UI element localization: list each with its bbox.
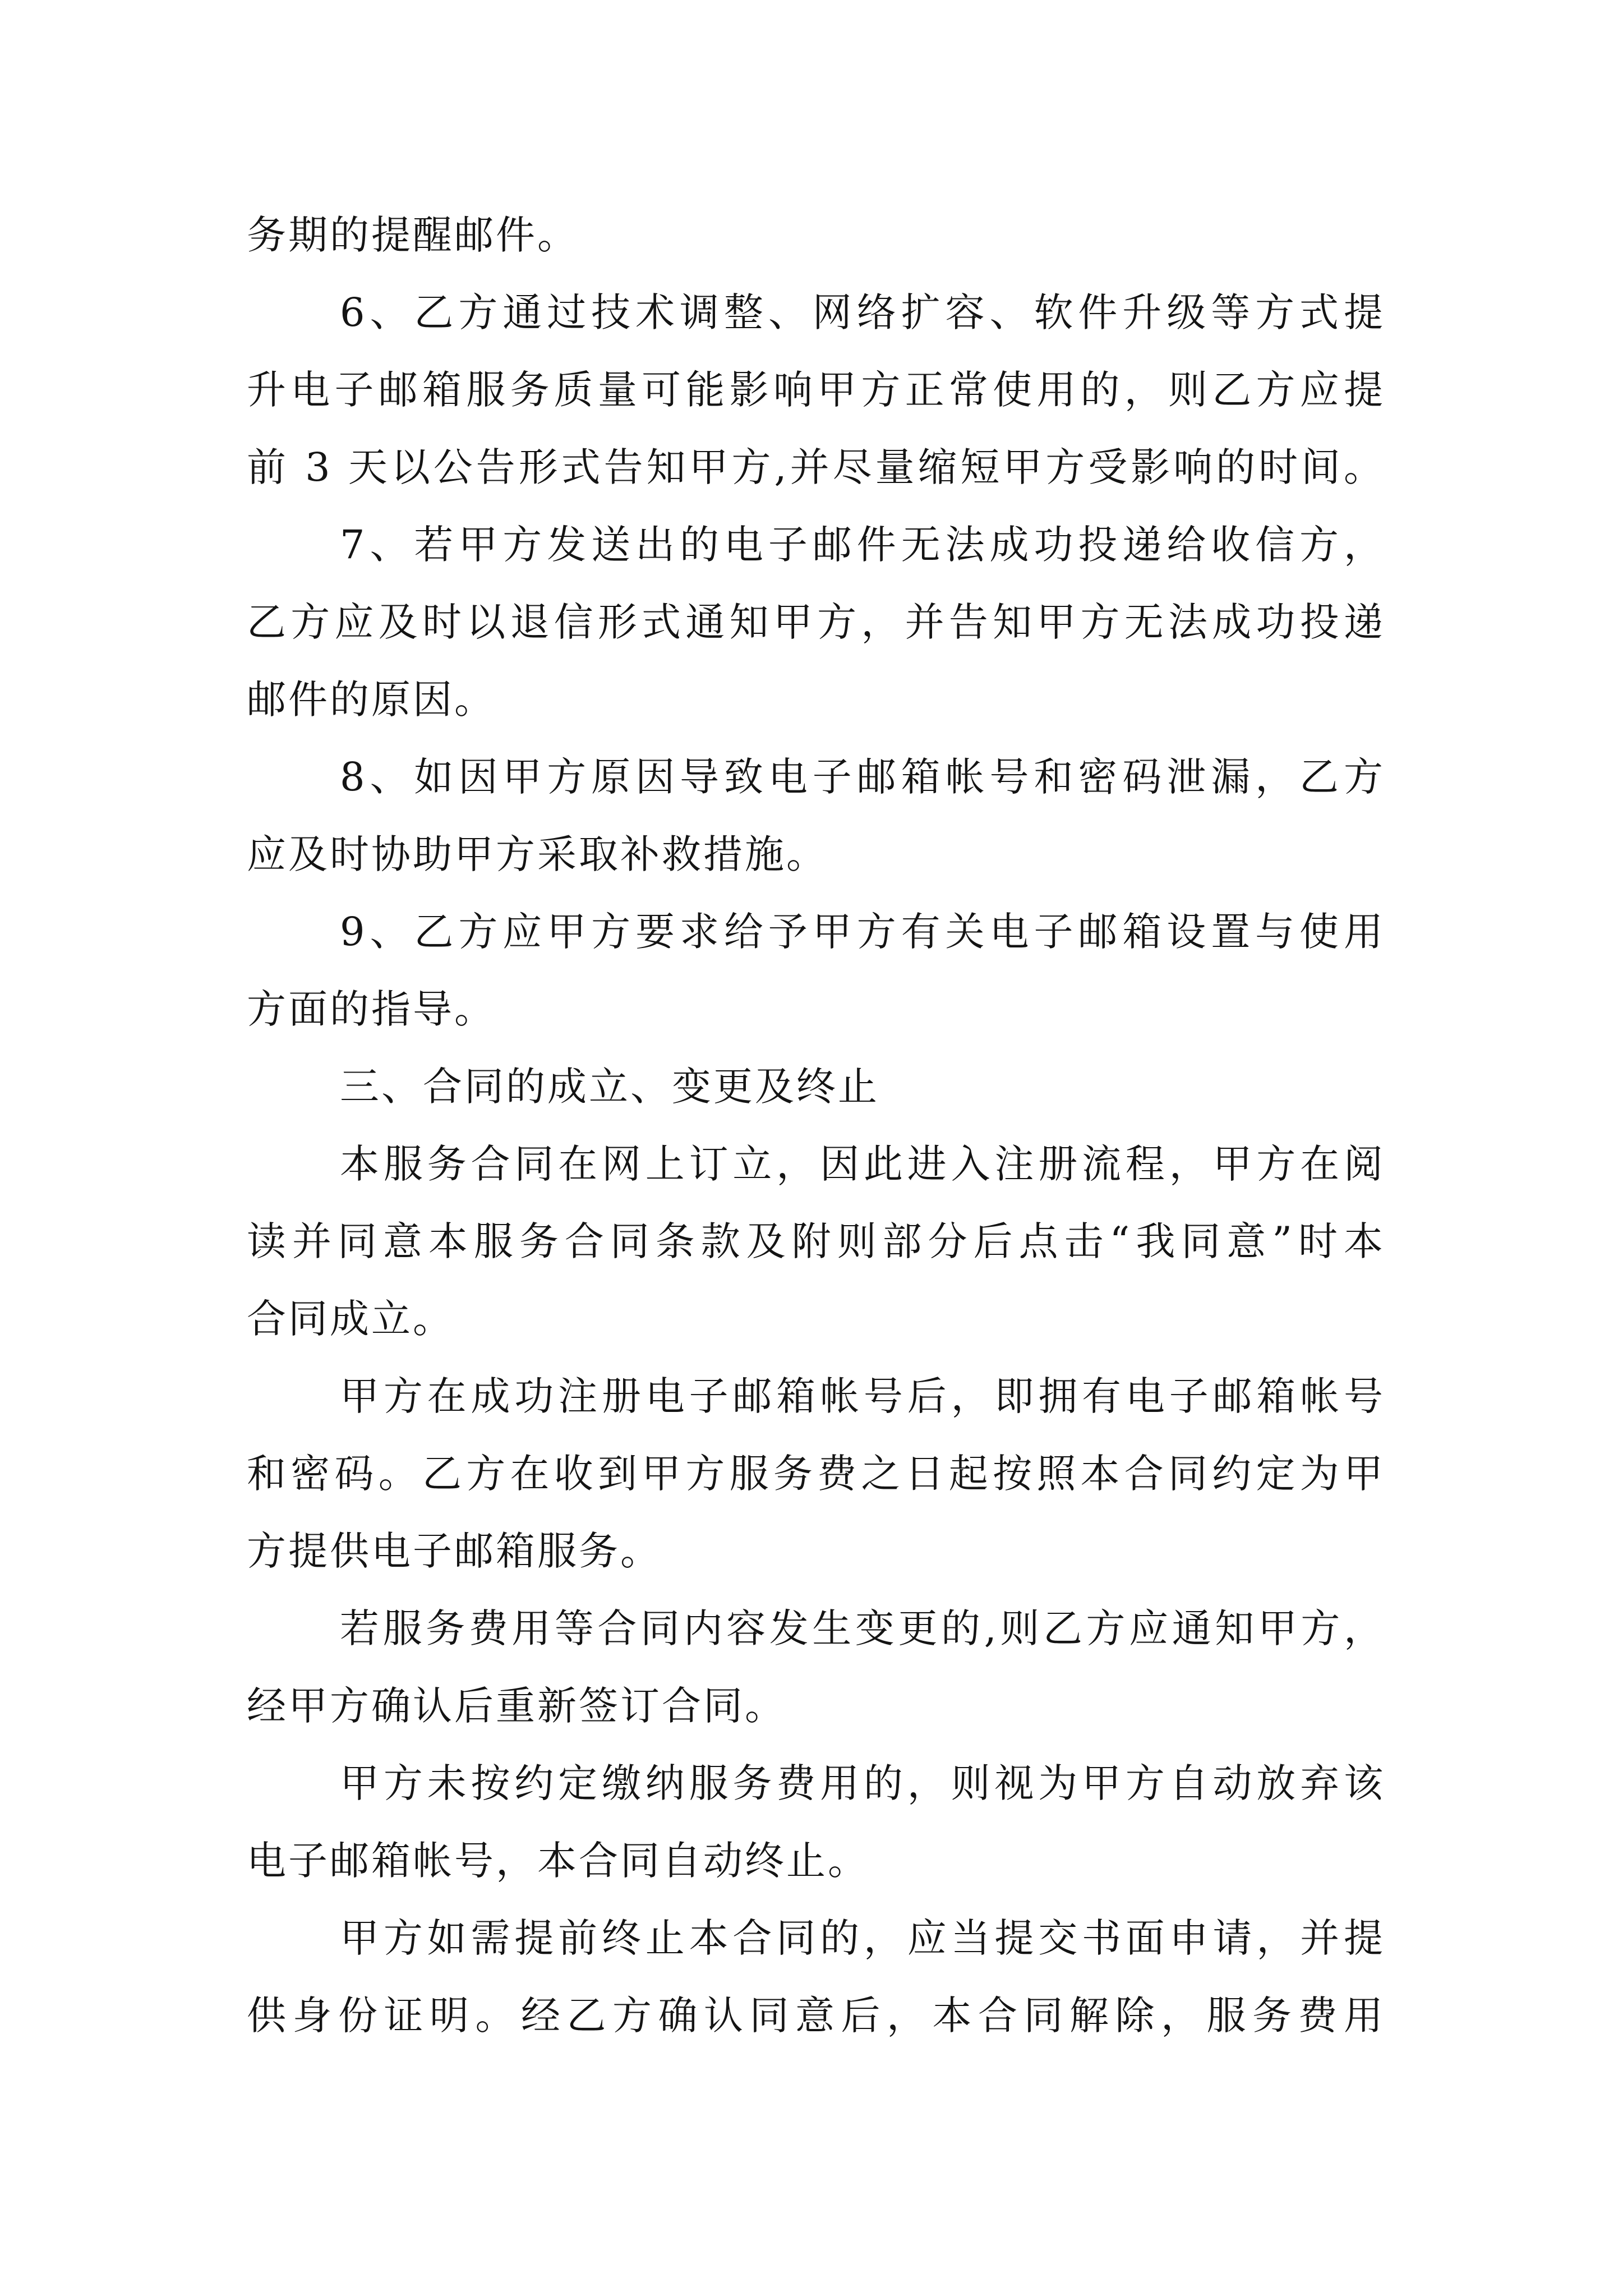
- text-line: 供身份证明。经乙方确认同意后，本合同解除，服务费用: [247, 1993, 1385, 2039]
- text-line: 方提供电子邮箱服务。: [247, 1528, 662, 1574]
- text-line: 升电子邮箱服务质量可能影响甲方正常使用的，则乙方应提: [247, 367, 1385, 413]
- section-heading: 三、合同的成立、变更及终止: [340, 1064, 879, 1110]
- text-line: 务期的提醒邮件。: [247, 212, 579, 258]
- text-line: 应及时协助甲方采取补救措施。: [247, 831, 828, 877]
- text-line: 邮件的原因。: [247, 677, 496, 723]
- text-line: 9、乙方应甲方要求给予甲方有关电子邮箱设置与使用: [340, 909, 1385, 955]
- text-line: 7、若甲方发送出的电子邮件无法成功投递给收信方，: [340, 522, 1385, 568]
- document-body: [247, 196, 1385, 2054]
- text-line: 乙方应及时以退信形式通知甲方，并告知甲方无法成功投递: [247, 599, 1385, 645]
- text-line: 甲方如需提前终止本合同的，应当提交书面申请，并提: [340, 1915, 1385, 1961]
- text-line: 8、如因甲方原因导致电子邮箱帐号和密码泄漏，乙方: [340, 754, 1385, 800]
- text-line: 方面的指导。: [247, 986, 496, 1032]
- text-line: 6、乙方通过技术调整、网络扩容、软件升级等方式提: [340, 289, 1385, 335]
- text-line: 电子邮箱帐号，本合同自动终止。: [247, 1838, 869, 1884]
- text-line: 合同成立。: [247, 1296, 454, 1342]
- text-line: 若服务费用等合同内容发生变更的,则乙方应通知甲方，: [340, 1605, 1385, 1651]
- text-line: 经甲方确认后重新签订合同。: [247, 1683, 786, 1729]
- text-line: 本服务合同在网上订立，因此进入注册流程，甲方在阅: [340, 1141, 1385, 1187]
- text-line: 前 3 天以公告形式告知甲方,并尽量缩短甲方受影响的时间。: [247, 444, 1385, 490]
- text-line: 甲方在成功注册电子邮箱帐号后，即拥有电子邮箱帐号: [340, 1373, 1385, 1419]
- text-line: 和密码。乙方在收到甲方服务费之日起按照本合同约定为甲: [247, 1451, 1385, 1497]
- text-line: 甲方未按约定缴纳服务费用的，则视为甲方自动放弃该: [340, 1760, 1385, 1806]
- text-line: 读并同意本服务合同条款及附则部分后点击“我同意”时本: [247, 1218, 1385, 1264]
